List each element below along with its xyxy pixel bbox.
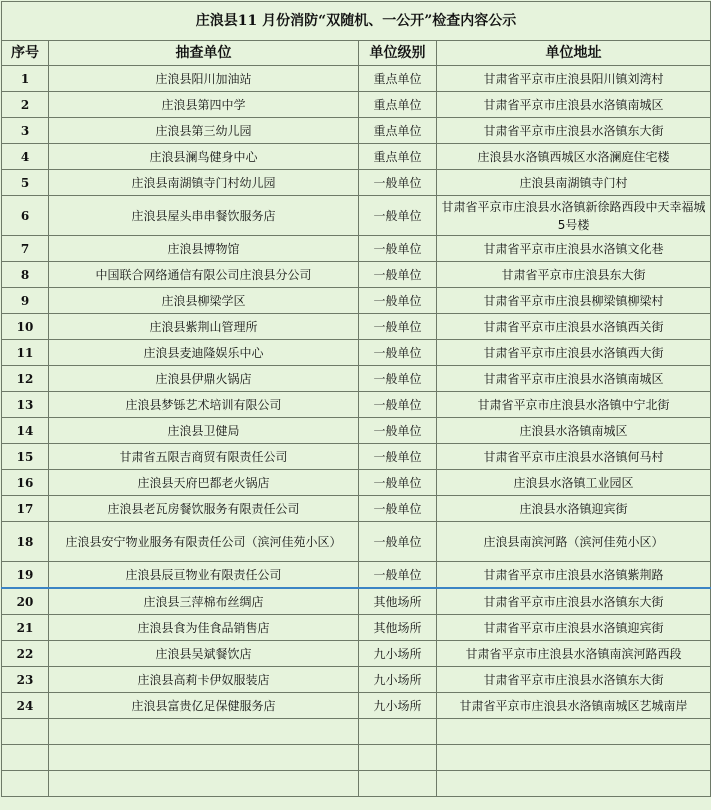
- row-address: 甘肃省平京市庄浪县水洛镇西关街: [437, 314, 711, 340]
- table-row: [2, 522, 711, 562]
- empty-cell: [359, 771, 437, 797]
- row-level: 其他场所: [359, 588, 437, 615]
- empty-cell: [359, 745, 437, 771]
- table-row: [2, 366, 711, 392]
- table-row: [2, 92, 711, 118]
- empty-row: [2, 745, 711, 771]
- header-address: 单位地址: [437, 41, 711, 66]
- row-index: 6: [2, 196, 49, 236]
- row-unit: 庄浪县柳梁学区: [49, 288, 359, 314]
- table-row: [2, 236, 711, 262]
- row-level: 一般单位: [359, 418, 437, 444]
- row-index: 16: [2, 470, 49, 496]
- row-address: 甘肃省平京市庄浪县水洛镇迎宾街: [437, 615, 711, 641]
- row-address: 甘肃省平京市庄浪县水洛镇南城区: [437, 366, 711, 392]
- row-address: 庄浪县水洛镇迎宾街: [437, 496, 711, 522]
- table-row: [2, 340, 711, 366]
- row-unit: 庄浪县紫荆山管理所: [49, 314, 359, 340]
- row-unit: 庄浪县富贵亿足保健服务店: [49, 693, 359, 719]
- empty-cell: [437, 719, 711, 745]
- table-row: [2, 588, 711, 615]
- table-row: [2, 496, 711, 522]
- row-address: 甘肃省平京市庄浪县东大街: [437, 262, 711, 288]
- row-index: 4: [2, 144, 49, 170]
- row-unit: 庄浪县吴斌餐饮店: [49, 641, 359, 667]
- row-level: 一般单位: [359, 170, 437, 196]
- row-address: 庄浪县南湖镇寺门村: [437, 170, 711, 196]
- empty-row: [2, 771, 711, 797]
- row-address: 甘肃省平京市庄浪县柳梁镇柳梁村: [437, 288, 711, 314]
- row-level: 一般单位: [359, 562, 437, 589]
- table-row: [2, 641, 711, 667]
- row-level: 一般单位: [359, 314, 437, 340]
- empty-cell: [2, 771, 49, 797]
- row-unit: 庄浪县麦迪隆娱乐中心: [49, 340, 359, 366]
- row-address: 甘肃省平京市庄浪县水洛镇东大街: [437, 588, 711, 615]
- row-unit: 庄浪县三萍棉布丝绸店: [49, 588, 359, 615]
- row-level: 一般单位: [359, 196, 437, 236]
- row-index: 3: [2, 118, 49, 144]
- empty-cell: [49, 719, 359, 745]
- empty-cell: [2, 719, 49, 745]
- row-index: 10: [2, 314, 49, 340]
- table-row: [2, 144, 711, 170]
- row-unit: 庄浪县屋头串串餐饮服务店: [49, 196, 359, 236]
- table-row: [2, 196, 711, 236]
- row-level: 一般单位: [359, 288, 437, 314]
- empty-row: [2, 719, 711, 745]
- row-unit: 庄浪县澜鸟健身中心: [49, 144, 359, 170]
- row-level: 一般单位: [359, 340, 437, 366]
- table-row: [2, 562, 711, 589]
- row-unit: 甘肃省五限吉商贸有限责任公司: [49, 444, 359, 470]
- row-level: 一般单位: [359, 470, 437, 496]
- row-index: 17: [2, 496, 49, 522]
- row-level: 重点单位: [359, 92, 437, 118]
- row-index: 22: [2, 641, 49, 667]
- table-row: [2, 262, 711, 288]
- table-row: [2, 615, 711, 641]
- row-index: 23: [2, 667, 49, 693]
- table-row: [2, 288, 711, 314]
- row-unit: 庄浪县老瓦房餐饮服务有限责任公司: [49, 496, 359, 522]
- row-index: 18: [2, 522, 49, 562]
- row-index: 5: [2, 170, 49, 196]
- row-address: 甘肃省平京市庄浪县水洛镇紫荆路: [437, 562, 711, 589]
- empty-cell: [2, 745, 49, 771]
- row-unit: 庄浪县高莉卡伊奴服装店: [49, 667, 359, 693]
- row-address: 甘肃省平京市庄浪县水洛镇西大街: [437, 340, 711, 366]
- row-address: 甘肃省平京市庄浪县水洛镇南滨河路西段: [437, 641, 711, 667]
- row-index: 15: [2, 444, 49, 470]
- row-unit: 中国联合网络通信有限公司庄浪县分公司: [49, 262, 359, 288]
- row-unit: 庄浪县阳川加油站: [49, 66, 359, 92]
- row-level: 九小场所: [359, 667, 437, 693]
- row-address: 庄浪县水洛镇西城区水洛澜庭住宅楼: [437, 144, 711, 170]
- header-unit: 抽查单位: [49, 41, 359, 66]
- empty-cell: [49, 745, 359, 771]
- row-level: 一般单位: [359, 496, 437, 522]
- row-unit: 庄浪县南湖镇寺门村幼儿园: [49, 170, 359, 196]
- row-unit: 庄浪县安宁物业服务有限责任公司（滨河佳苑小区）: [49, 522, 359, 562]
- row-level: 一般单位: [359, 262, 437, 288]
- row-address: 甘肃省平京市庄浪县阳川镇刘湾村: [437, 66, 711, 92]
- row-index: 19: [2, 562, 49, 589]
- empty-cell: [49, 771, 359, 797]
- row-address: 庄浪县水洛镇工业园区: [437, 470, 711, 496]
- row-level: 一般单位: [359, 366, 437, 392]
- row-index: 21: [2, 615, 49, 641]
- table-row: [2, 418, 711, 444]
- row-level: 其他场所: [359, 615, 437, 641]
- row-index: 13: [2, 392, 49, 418]
- header-level: 单位级别: [359, 41, 437, 66]
- header-row: [2, 41, 711, 66]
- table-row: [2, 66, 711, 92]
- inspection-table: [1, 1, 711, 797]
- title-row: [2, 2, 711, 41]
- row-level: 重点单位: [359, 66, 437, 92]
- row-level: 重点单位: [359, 118, 437, 144]
- table-row: [2, 170, 711, 196]
- row-level: 一般单位: [359, 392, 437, 418]
- table-row: [2, 693, 711, 719]
- empty-cell: [359, 719, 437, 745]
- row-index: 14: [2, 418, 49, 444]
- row-unit: 庄浪县卫健局: [49, 418, 359, 444]
- row-unit: 庄浪县第四中学: [49, 92, 359, 118]
- row-index: 2: [2, 92, 49, 118]
- table-row: [2, 392, 711, 418]
- row-unit: 庄浪县食为佳食品销售店: [49, 615, 359, 641]
- row-level: 重点单位: [359, 144, 437, 170]
- row-level: 一般单位: [359, 522, 437, 562]
- table-title: 庄浪县11 月份消防“双随机、一公开”检查内容公示: [2, 2, 711, 41]
- row-index: 24: [2, 693, 49, 719]
- table-row: [2, 470, 711, 496]
- header-index: 序号: [2, 41, 49, 66]
- row-unit: 庄浪县第三幼儿园: [49, 118, 359, 144]
- row-level: 九小场所: [359, 693, 437, 719]
- row-address: 甘肃省平京市庄浪县水洛镇新徐路西段中天幸福城 5号楼: [437, 196, 711, 236]
- row-unit: 庄浪县梦铄艺术培训有限公司: [49, 392, 359, 418]
- row-address: 庄浪县水洛镇南城区: [437, 418, 711, 444]
- row-address: 甘肃省平京市庄浪县水洛镇中宁北街: [437, 392, 711, 418]
- row-address: 甘肃省平京市庄浪县水洛镇东大街: [437, 118, 711, 144]
- row-unit: 庄浪县天府巴都老火锅店: [49, 470, 359, 496]
- empty-cell: [437, 771, 711, 797]
- row-address: 甘肃省平京市庄浪县水洛镇何马村: [437, 444, 711, 470]
- row-index: 7: [2, 236, 49, 262]
- row-address: 甘肃省平京市庄浪县水洛镇文化巷: [437, 236, 711, 262]
- row-unit: 庄浪县伊鼎火锅店: [49, 366, 359, 392]
- row-index: 1: [2, 66, 49, 92]
- row-index: 11: [2, 340, 49, 366]
- row-level: 一般单位: [359, 236, 437, 262]
- row-unit: 庄浪县博物馆: [49, 236, 359, 262]
- row-address: 甘肃省平京市庄浪县水洛镇南城区: [437, 92, 711, 118]
- table-row: [2, 314, 711, 340]
- row-level: 一般单位: [359, 444, 437, 470]
- table-row: [2, 444, 711, 470]
- row-unit: 庄浪县辰亘物业有限责任公司: [49, 562, 359, 589]
- empty-cell: [437, 745, 711, 771]
- row-address: 甘肃省平京市庄浪县水洛镇东大街: [437, 667, 711, 693]
- row-index: 8: [2, 262, 49, 288]
- row-index: 12: [2, 366, 49, 392]
- row-address: 甘肃省平京市庄浪县水洛镇南城区艺城南岸: [437, 693, 711, 719]
- row-index: 9: [2, 288, 49, 314]
- table-row: [2, 118, 711, 144]
- row-index: 20: [2, 588, 49, 615]
- table-row: [2, 667, 711, 693]
- row-level: 九小场所: [359, 641, 437, 667]
- row-address: 庄浪县南滨河路（滨河佳苑小区）: [437, 522, 711, 562]
